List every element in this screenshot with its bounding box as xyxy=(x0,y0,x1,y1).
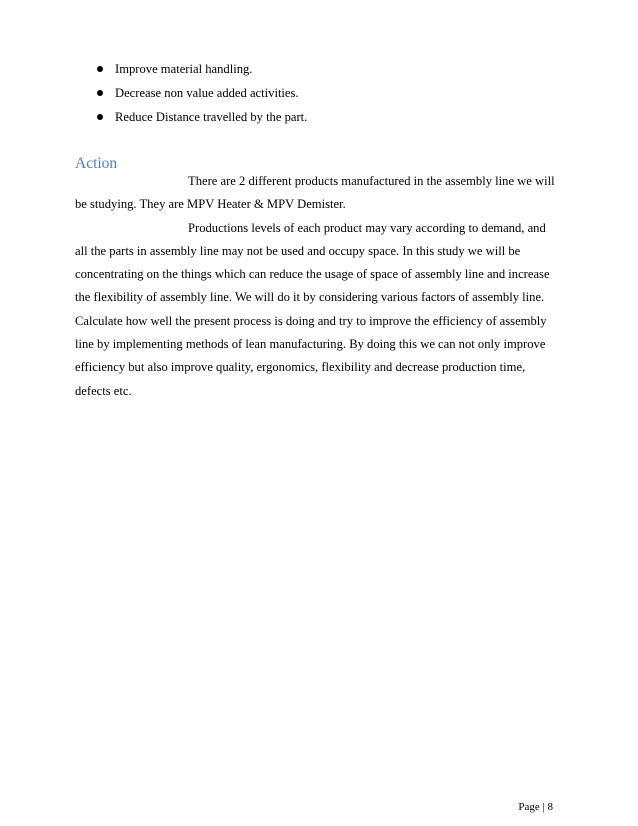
paragraph-line: concentrating on the things which can reduce the usage of space of assembly line and increase xyxy=(75,267,550,282)
paragraph-line: line by implementing methods of lean manufacturing. By doing this we can not only improve xyxy=(75,337,546,352)
paragraph-line: Productions levels of each product may vary according to demand, and xyxy=(188,220,546,235)
paragraph-line: Calculate how well the present process is doing and try to improve the efficiency of assembly xyxy=(75,313,547,328)
bullet-dot-icon xyxy=(97,114,103,120)
paragraph-line: be studying. They are MPV Heater & MPV Demister. xyxy=(75,197,346,212)
paragraph-line: defects etc. xyxy=(75,383,132,398)
paragraph-line: all the parts in assembly line may not be used and occupy space. In this study we will be xyxy=(75,243,521,258)
section-body xyxy=(75,170,553,403)
bullet-dot-icon xyxy=(97,66,103,72)
section-heading: Action xyxy=(75,155,118,172)
paragraph-line: the flexibility of assembly line. We will do it by considering various factors of assembly line. xyxy=(75,290,545,305)
bullet-text: Improve material handling. xyxy=(115,62,253,76)
bullet-item xyxy=(97,105,307,129)
bullet-dot-icon xyxy=(97,90,103,96)
bullet-item xyxy=(97,81,307,105)
bullet-text: Reduce Distance travelled by the part. xyxy=(115,110,308,124)
bullet-text: Decrease non value added activities. xyxy=(115,86,299,100)
bullet-item xyxy=(97,57,307,81)
paragraph-line: efficiency but also improve quality, ergonomics, flexibility and decrease production time, xyxy=(75,360,526,375)
paragraph-line: There are 2 different products manufactured in the assembly line we will xyxy=(188,174,555,188)
page-number: Page | 8 xyxy=(518,801,553,813)
bullet-list xyxy=(97,57,307,129)
